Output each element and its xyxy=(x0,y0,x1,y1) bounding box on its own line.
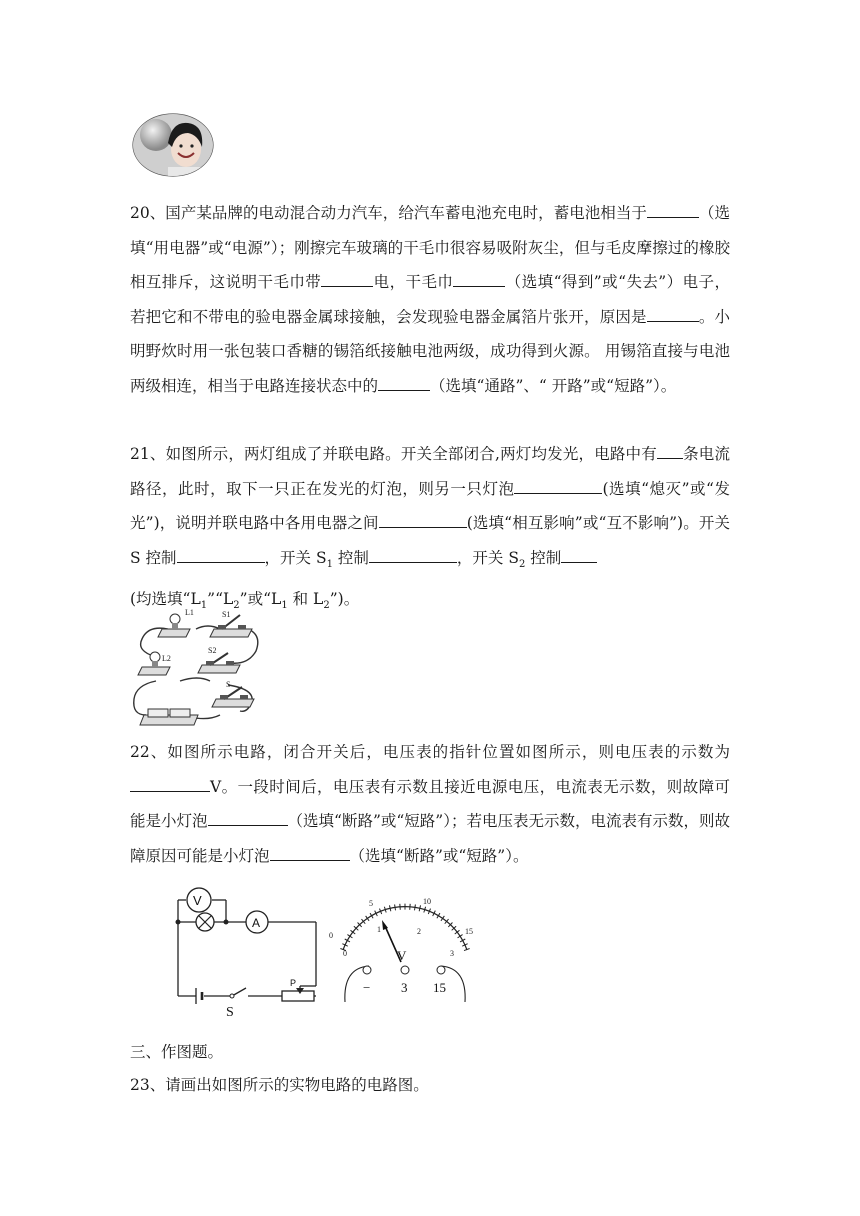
answer-blank[interactable] xyxy=(514,475,602,494)
battery-box-icon xyxy=(140,709,198,725)
circuit-diagram-figure xyxy=(170,878,322,1020)
answer-blank[interactable] xyxy=(208,807,288,826)
switch-label: S xyxy=(226,1005,234,1020)
switch-s-icon xyxy=(212,687,254,707)
answer-blank[interactable] xyxy=(453,268,505,287)
figure-label: L1 xyxy=(185,608,194,617)
answer-blank[interactable] xyxy=(378,372,430,391)
answer-blank[interactable] xyxy=(647,199,699,218)
figure-label: S2 xyxy=(208,646,217,655)
ammeter-label: A xyxy=(252,916,261,930)
inner-tick-label: 1 xyxy=(377,925,381,934)
question-21: 21、如图所示，两灯组成了并联电路。开关全部闭合,两灯均发光，电路中有 条电流路径，此时，取下一只正在发光的灯泡，则另一只灯泡 (选填“熄灭”或“发光”)，说明并联电路中各用电器之间 (选填“相互影响”或“互不影响”)。开关 S 控制 ，开关 $S_1$ 控制 ，开关 $S_2$ 控制 (均选填“$L_1”“L_2$”或“$L_1$ 和 $L_2$”)。 xyxy=(130,437,730,624)
question-22: 22、如图所示电路，闭合开关后，电压表的指针位置如图所示，则电压表的示数为V。一段时间后，电压表有示数且接近电源电压，电流表无示数，则故障可能是小灯泡 （选填“断路”或“短路”）；若电压表无示数，电流表有示数，则故障原因可能是小灯泡 （选填“断路”或“短路”）。 xyxy=(130,743,730,865)
figure-label: S xyxy=(226,680,231,689)
voltmeter-dial-figure xyxy=(325,892,485,1008)
girl-balloon-photo xyxy=(128,113,214,177)
outer-tick-label: 0 xyxy=(329,931,333,940)
outer-tick-label: 5 xyxy=(369,899,373,908)
answer-blank[interactable] xyxy=(561,544,597,563)
meter-unit: V xyxy=(397,948,407,963)
answer-blank[interactable] xyxy=(369,544,457,563)
inner-tick-label: 3 xyxy=(450,949,454,958)
switch-s1-icon xyxy=(210,615,252,637)
answer-blank[interactable] xyxy=(270,842,350,861)
terminal-icon xyxy=(401,966,409,974)
figure-label: L2 xyxy=(162,654,171,663)
lamp-l1-icon xyxy=(158,614,190,637)
answer-blank[interactable] xyxy=(321,268,373,287)
answer-blank[interactable] xyxy=(130,773,210,792)
inner-tick-label: 2 xyxy=(417,927,421,936)
switch-s2-icon xyxy=(198,653,240,673)
lamp-icon xyxy=(196,913,214,931)
outer-tick-label: 10 xyxy=(423,897,431,906)
figure-label: S1 xyxy=(222,610,231,619)
answer-blank[interactable] xyxy=(177,544,265,563)
outer-tick-label: 15 xyxy=(465,927,473,936)
terminal-icon xyxy=(437,966,445,974)
answer-blank[interactable] xyxy=(647,303,699,322)
parallel-circuit-figure xyxy=(128,605,268,727)
answer-blank[interactable] xyxy=(379,509,467,528)
terminal-label: − xyxy=(363,980,371,995)
terminal-icon xyxy=(363,966,371,974)
terminal-label: 3 xyxy=(401,980,408,995)
answer-blank[interactable] xyxy=(657,440,683,459)
question-23: 23、请画出如图所示的实物电路的电路图。 xyxy=(130,1076,429,1094)
slider-label: P xyxy=(290,978,297,988)
inner-tick-label: 0 xyxy=(343,949,347,958)
question-20: 20、国产某品牌的电动混合动力汽车，给汽车蓄电池充电时，蓄电池相当于 （选填“用电器”或“电源”）；刚擦完车玻璃的干毛巾很容易吸附灰尘，但与毛皮摩擦过的橡胶相互排斥，这说明干毛巾带 电，干毛巾 （选填“得到”或“失去”）电子，若把它和不带电的验电器金属球接触，会发现验电器金属箔片张开，原因是 。小明野炊时用一张包装口香糖的锡箔纸接触电池两级，成功得到火源。 用锡箔直接与电池两级相连，相当于电路连接状态中的 （选填“通路”、“ 开路”或“短路”）。 xyxy=(130,196,730,403)
terminal-label: 15 xyxy=(433,980,446,995)
section-heading: 三、作图题。 xyxy=(130,1043,224,1061)
voltmeter-label: V xyxy=(193,893,202,908)
